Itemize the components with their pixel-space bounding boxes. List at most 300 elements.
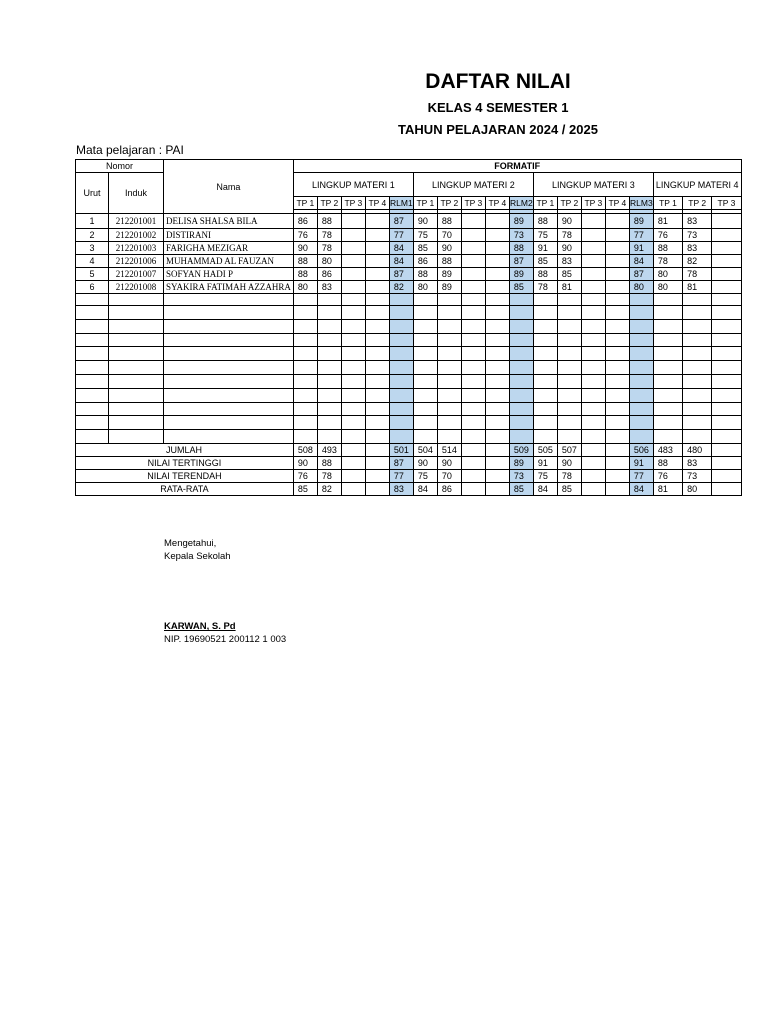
- empty-cell: [109, 319, 164, 333]
- empty-cell: [509, 388, 533, 402]
- empty-cell: [557, 294, 581, 306]
- rlm-score-cell: 82: [389, 281, 413, 294]
- score-cell: 89: [437, 268, 461, 281]
- rlm-score-cell: 80: [629, 281, 653, 294]
- empty-cell: [437, 361, 461, 375]
- empty-cell: [341, 319, 365, 333]
- summary-cell: [581, 443, 605, 456]
- summary-cell: 84: [533, 482, 557, 495]
- score-cell: [341, 268, 365, 281]
- score-cell: [341, 242, 365, 255]
- score-cell: 86: [317, 268, 341, 281]
- empty-cell: [629, 361, 653, 375]
- empty-cell: [653, 388, 682, 402]
- empty-cell: [581, 294, 605, 306]
- grades-table: [75, 159, 742, 496]
- empty-cell: [341, 416, 365, 430]
- empty-cell: [389, 294, 413, 306]
- score-cell: 86: [293, 214, 317, 229]
- tp-column-header: TP 1: [533, 197, 557, 210]
- score-cell: [581, 214, 605, 229]
- empty-cell: [605, 333, 629, 347]
- empty-cell: [293, 306, 317, 320]
- empty-cell: [76, 416, 109, 430]
- summary-row: [76, 469, 742, 482]
- summary-cell: 90: [413, 456, 437, 469]
- empty-cell: [109, 416, 164, 430]
- score-cell: [341, 281, 365, 294]
- empty-cell: [317, 306, 341, 320]
- empty-cell: [461, 306, 485, 320]
- score-cell: [461, 242, 485, 255]
- empty-cell: [629, 402, 653, 416]
- empty-cell: [533, 361, 557, 375]
- empty-cell: [164, 416, 294, 430]
- score-cell: 80: [413, 281, 437, 294]
- score-cell: [461, 281, 485, 294]
- score-cell: [712, 255, 741, 268]
- tp-column-header: TP 2: [683, 197, 712, 210]
- empty-cell: [389, 374, 413, 388]
- score-cell: 88: [533, 268, 557, 281]
- score-cell: 83: [317, 281, 341, 294]
- tp-column-header: TP 3: [712, 197, 741, 210]
- empty-cell: [461, 388, 485, 402]
- empty-cell: [509, 319, 533, 333]
- empty-cell: [509, 361, 533, 375]
- summary-cell: 90: [293, 456, 317, 469]
- empty-cell: [605, 430, 629, 444]
- empty-cell: [581, 430, 605, 444]
- empty-cell: [712, 430, 741, 444]
- empty-cell: [389, 402, 413, 416]
- score-cell: 78: [557, 229, 581, 242]
- summary-cell: [605, 443, 629, 456]
- score-cell: [581, 242, 605, 255]
- score-cell: [712, 268, 741, 281]
- empty-cell: [164, 402, 294, 416]
- summary-cell: [712, 469, 741, 482]
- empty-cell: [683, 306, 712, 320]
- empty-cell: [581, 402, 605, 416]
- summary-cell: 507: [557, 443, 581, 456]
- rlm-score-cell: 73: [509, 229, 533, 242]
- score-cell: 89: [437, 281, 461, 294]
- formatif-header: FORMATIF: [293, 160, 741, 173]
- empty-cell: [164, 347, 294, 361]
- empty-cell: [712, 347, 741, 361]
- rlm-score-cell: 84: [389, 255, 413, 268]
- summary-cell: [365, 469, 389, 482]
- score-cell: [365, 281, 389, 294]
- empty-cell: [629, 294, 653, 306]
- student-row: [76, 214, 742, 229]
- subject-label: Mata pelajaran : PAI: [76, 143, 184, 157]
- empty-cell: [712, 402, 741, 416]
- summary-cell: 84: [413, 482, 437, 495]
- empty-cell: [341, 361, 365, 375]
- summary-cell: 85: [293, 482, 317, 495]
- score-cell: [581, 268, 605, 281]
- student-row: [76, 229, 742, 242]
- summary-cell: [341, 456, 365, 469]
- empty-cell: [293, 388, 317, 402]
- empty-cell: [683, 416, 712, 430]
- empty-cell: [413, 333, 437, 347]
- empty-cell: [557, 347, 581, 361]
- empty-cell: [557, 388, 581, 402]
- score-cell: [365, 229, 389, 242]
- empty-cell: [485, 416, 509, 430]
- score-cell: 80: [317, 255, 341, 268]
- urut-cell: 3: [76, 242, 109, 255]
- tp-column-header: TP 2: [317, 197, 341, 210]
- empty-cell: [437, 430, 461, 444]
- score-cell: [365, 242, 389, 255]
- summary-cell: 483: [653, 443, 682, 456]
- summary-cell: [605, 456, 629, 469]
- empty-cell: [605, 294, 629, 306]
- nama-cell: FARIGHA MEZIGAR: [164, 242, 294, 255]
- summary-cell: [581, 456, 605, 469]
- empty-cell: [509, 402, 533, 416]
- empty-cell: [317, 374, 341, 388]
- empty-cell: [683, 388, 712, 402]
- nama-cell: DISTIRANI: [164, 229, 294, 242]
- empty-cell: [413, 361, 437, 375]
- empty-cell: [712, 388, 741, 402]
- empty-cell: [413, 294, 437, 306]
- rlm-score-cell: 91: [629, 242, 653, 255]
- empty-cell: [76, 388, 109, 402]
- score-cell: [365, 268, 389, 281]
- empty-cell: [653, 306, 682, 320]
- empty-cell: [581, 306, 605, 320]
- empty-cell: [317, 402, 341, 416]
- score-cell: [712, 229, 741, 242]
- rlm-summary-cell: 87: [389, 456, 413, 469]
- rlm-summary-cell: 84: [629, 482, 653, 495]
- empty-cell: [629, 416, 653, 430]
- summary-cell: [712, 443, 741, 456]
- summary-cell: 88: [317, 456, 341, 469]
- empty-cell: [293, 347, 317, 361]
- summary-cell: [461, 469, 485, 482]
- rlm-score-cell: 84: [629, 255, 653, 268]
- score-cell: [461, 214, 485, 229]
- empty-cell: [389, 430, 413, 444]
- empty-cell: [164, 294, 294, 306]
- summary-cell: 82: [317, 482, 341, 495]
- summary-label: NILAI TERENDAH: [76, 469, 294, 482]
- summary-cell: [605, 482, 629, 495]
- score-cell: 78: [653, 255, 682, 268]
- empty-cell: [629, 319, 653, 333]
- empty-cell: [365, 361, 389, 375]
- urut-cell: 2: [76, 229, 109, 242]
- empty-cell: [485, 374, 509, 388]
- empty-cell: [164, 361, 294, 375]
- score-cell: 88: [293, 255, 317, 268]
- empty-cell: [461, 347, 485, 361]
- summary-cell: 76: [293, 469, 317, 482]
- empty-cell: [293, 361, 317, 375]
- empty-cell: [629, 374, 653, 388]
- empty-cell: [437, 402, 461, 416]
- rlm-score-cell: 89: [509, 214, 533, 229]
- score-cell: [712, 281, 741, 294]
- score-cell: 80: [653, 281, 682, 294]
- rlm-summary-cell: 506: [629, 443, 653, 456]
- empty-cell: [605, 319, 629, 333]
- empty-cell: [533, 388, 557, 402]
- empty-cell: [341, 306, 365, 320]
- score-cell: 81: [557, 281, 581, 294]
- rlm-score-cell: 77: [389, 229, 413, 242]
- rlm-summary-cell: 77: [389, 469, 413, 482]
- empty-cell: [533, 347, 557, 361]
- empty-cell: [389, 319, 413, 333]
- score-cell: [485, 281, 509, 294]
- rlm-summary-cell: 91: [629, 456, 653, 469]
- empty-cell: [509, 333, 533, 347]
- score-cell: [605, 281, 629, 294]
- principal-name: KARWAN, S. Pd: [164, 621, 236, 632]
- empty-row: [76, 388, 742, 402]
- score-cell: [341, 214, 365, 229]
- score-cell: 78: [317, 242, 341, 255]
- empty-cell: [341, 374, 365, 388]
- summary-cell: 90: [557, 456, 581, 469]
- score-cell: 83: [683, 214, 712, 229]
- score-cell: [461, 255, 485, 268]
- score-cell: [485, 242, 509, 255]
- empty-cell: [581, 388, 605, 402]
- empty-cell: [712, 416, 741, 430]
- summary-cell: 504: [413, 443, 437, 456]
- rlm-score-cell: 85: [509, 281, 533, 294]
- empty-cell: [533, 319, 557, 333]
- summary-cell: 73: [683, 469, 712, 482]
- score-cell: 75: [533, 229, 557, 242]
- score-cell: 83: [557, 255, 581, 268]
- rlm-score-cell: 87: [509, 255, 533, 268]
- empty-cell: [76, 347, 109, 361]
- student-row: [76, 268, 742, 281]
- score-cell: 82: [683, 255, 712, 268]
- empty-cell: [109, 430, 164, 444]
- empty-cell: [605, 402, 629, 416]
- empty-cell: [461, 294, 485, 306]
- score-cell: 75: [413, 229, 437, 242]
- empty-cell: [461, 319, 485, 333]
- empty-cell: [164, 333, 294, 347]
- induk-header: Induk: [109, 173, 164, 214]
- empty-cell: [365, 333, 389, 347]
- empty-cell: [485, 306, 509, 320]
- nomor-header: Nomor: [76, 160, 164, 173]
- rlm-score-cell: 89: [509, 268, 533, 281]
- empty-cell: [683, 333, 712, 347]
- score-cell: 85: [557, 268, 581, 281]
- empty-cell: [109, 333, 164, 347]
- empty-row: [76, 333, 742, 347]
- urut-cell: 6: [76, 281, 109, 294]
- score-cell: [712, 242, 741, 255]
- empty-cell: [581, 374, 605, 388]
- empty-cell: [341, 347, 365, 361]
- empty-cell: [109, 306, 164, 320]
- rlm-summary-cell: 77: [629, 469, 653, 482]
- summary-cell: 514: [437, 443, 461, 456]
- summary-cell: 480: [683, 443, 712, 456]
- empty-cell: [293, 430, 317, 444]
- lingkup-materi-header: LINGKUP MATERI 4: [653, 173, 741, 197]
- urut-cell: 4: [76, 255, 109, 268]
- empty-cell: [76, 402, 109, 416]
- empty-row: [76, 319, 742, 333]
- empty-cell: [461, 402, 485, 416]
- rlm-summary-cell: 89: [509, 456, 533, 469]
- summary-cell: 83: [683, 456, 712, 469]
- score-cell: [485, 214, 509, 229]
- empty-cell: [389, 388, 413, 402]
- tp-column-header: TP 1: [293, 197, 317, 210]
- score-cell: 76: [653, 229, 682, 242]
- empty-cell: [293, 333, 317, 347]
- empty-cell: [485, 430, 509, 444]
- empty-cell: [341, 294, 365, 306]
- empty-row: [76, 430, 742, 444]
- empty-cell: [164, 319, 294, 333]
- score-cell: 90: [293, 242, 317, 255]
- empty-cell: [533, 430, 557, 444]
- empty-cell: [109, 374, 164, 388]
- student-row: [76, 281, 742, 294]
- score-cell: 88: [317, 214, 341, 229]
- tp-column-header: TP 1: [653, 197, 682, 210]
- empty-cell: [509, 294, 533, 306]
- summary-cell: [485, 469, 509, 482]
- empty-cell: [653, 347, 682, 361]
- empty-cell: [653, 416, 682, 430]
- summary-cell: 86: [437, 482, 461, 495]
- summary-cell: 508: [293, 443, 317, 456]
- empty-row: [76, 294, 742, 306]
- rlm-summary-cell: 85: [509, 482, 533, 495]
- empty-cell: [485, 347, 509, 361]
- summary-cell: 85: [557, 482, 581, 495]
- summary-cell: 88: [653, 456, 682, 469]
- empty-cell: [683, 361, 712, 375]
- score-cell: 88: [413, 268, 437, 281]
- score-cell: 73: [683, 229, 712, 242]
- empty-cell: [317, 416, 341, 430]
- nama-cell: DELISA SHALSA BILA: [164, 214, 294, 229]
- empty-cell: [712, 361, 741, 375]
- empty-cell: [341, 388, 365, 402]
- nama-header: Nama: [164, 160, 294, 214]
- empty-cell: [413, 347, 437, 361]
- score-cell: [605, 268, 629, 281]
- empty-cell: [485, 388, 509, 402]
- principal-title: Kepala Sekolah: [164, 551, 231, 562]
- summary-cell: [461, 443, 485, 456]
- empty-row: [76, 361, 742, 375]
- empty-cell: [683, 347, 712, 361]
- score-cell: [341, 255, 365, 268]
- urut-header: Urut: [76, 173, 109, 214]
- empty-row: [76, 416, 742, 430]
- empty-cell: [581, 319, 605, 333]
- rlm-column-header: RLM3: [630, 198, 653, 208]
- empty-cell: [629, 306, 653, 320]
- empty-cell: [437, 374, 461, 388]
- score-cell: [365, 255, 389, 268]
- empty-cell: [365, 430, 389, 444]
- empty-cell: [109, 294, 164, 306]
- empty-cell: [341, 430, 365, 444]
- score-cell: 80: [653, 268, 682, 281]
- empty-cell: [653, 333, 682, 347]
- empty-cell: [461, 374, 485, 388]
- score-cell: 91: [533, 242, 557, 255]
- rlm-score-cell: 87: [389, 214, 413, 229]
- empty-cell: [317, 347, 341, 361]
- lingkup-materi-header: LINGKUP MATERI 3: [533, 173, 653, 197]
- score-cell: 85: [533, 255, 557, 268]
- student-row: [76, 242, 742, 255]
- lingkup-materi-header: LINGKUP MATERI 1: [293, 173, 413, 197]
- summary-cell: [365, 482, 389, 495]
- score-cell: 78: [317, 229, 341, 242]
- summary-cell: [341, 443, 365, 456]
- score-cell: 86: [413, 255, 437, 268]
- empty-cell: [76, 361, 109, 375]
- score-cell: 88: [293, 268, 317, 281]
- empty-cell: [365, 374, 389, 388]
- empty-cell: [413, 374, 437, 388]
- empty-cell: [109, 347, 164, 361]
- empty-cell: [485, 319, 509, 333]
- empty-cell: [629, 430, 653, 444]
- score-cell: 88: [653, 242, 682, 255]
- score-cell: [461, 229, 485, 242]
- empty-row: [76, 402, 742, 416]
- empty-row: [76, 374, 742, 388]
- empty-cell: [317, 319, 341, 333]
- empty-cell: [605, 347, 629, 361]
- summary-cell: 70: [437, 469, 461, 482]
- score-cell: [605, 255, 629, 268]
- empty-cell: [653, 430, 682, 444]
- empty-cell: [629, 347, 653, 361]
- empty-cell: [712, 374, 741, 388]
- empty-cell: [533, 416, 557, 430]
- summary-row: [76, 456, 742, 469]
- empty-cell: [653, 319, 682, 333]
- empty-cell: [413, 319, 437, 333]
- summary-cell: 90: [437, 456, 461, 469]
- empty-cell: [437, 416, 461, 430]
- empty-cell: [712, 333, 741, 347]
- lingkup-materi-header: LINGKUP MATERI 2: [413, 173, 533, 197]
- empty-cell: [437, 388, 461, 402]
- summary-cell: 80: [683, 482, 712, 495]
- empty-cell: [557, 319, 581, 333]
- rlm-score-cell: 87: [629, 268, 653, 281]
- summary-cell: 76: [653, 469, 682, 482]
